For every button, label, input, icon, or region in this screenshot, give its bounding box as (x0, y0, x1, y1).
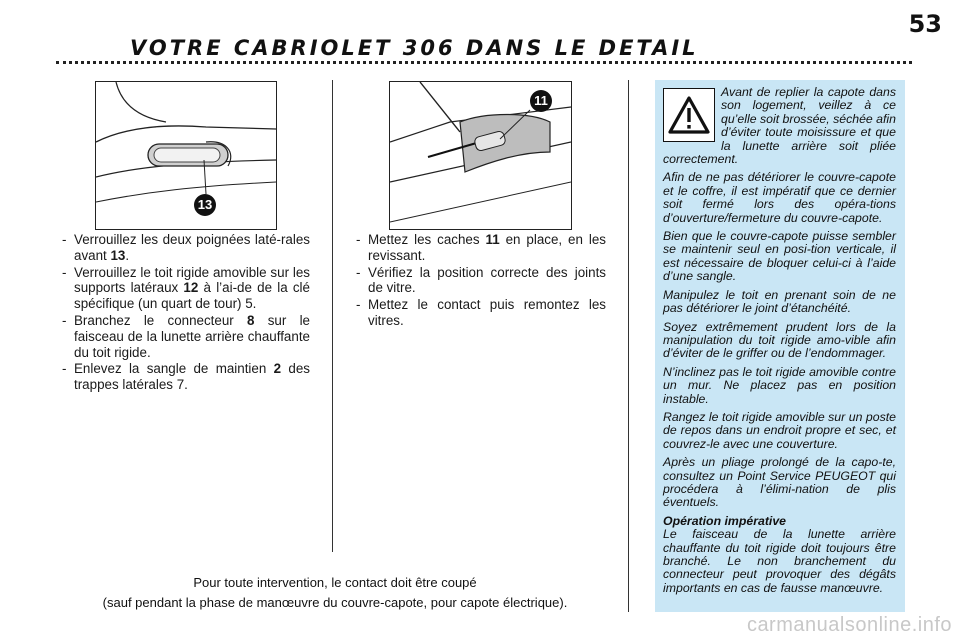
figure-side-handle (95, 81, 277, 230)
mandatory-text: Le faisceau de la lunette arrière chauffante du toit rigide doit toujours être branché. Le non branchement du connecteur peut provoquer des dégâts importants en cas de fausse manœuvre. (663, 527, 896, 595)
list-item: - Enlevez la sangle de maintien 2 des trappes latérales 7. (62, 361, 310, 393)
callout-13: 13 (194, 194, 216, 216)
warning-paragraph: Afin de ne pas détériorer le couvre-capote et le coffre, il est impératif que ce dernier soit fermé lors des opéra-tions d’ouverture/fermeture du couvre-capote. (663, 170, 896, 225)
column-divider-right (628, 80, 629, 612)
list-item: - Verrouillez le toit rigide amovible sur les supports latéraux 12 à l’ai-de de la clé spécifique (un quart de tour) 5. (62, 264, 310, 312)
mandatory-heading: Opération impérative (663, 513, 787, 528)
warning-paragraph: N’inclinez pas le toit rigide amovible contre un mur. Ne placez pas en position instable. (663, 364, 896, 406)
watermark: carmanualsonline.info (746, 614, 952, 636)
footer-line-2: (sauf pendant la phase de manœuvre du couvre-capote, pour capote électrique). (102, 595, 568, 610)
left-instruction-list (58, 232, 310, 394)
warning-triangle-icon (663, 88, 715, 142)
list-item: - Mettez les caches 11 en place, en les revissant. (356, 232, 606, 263)
list-item: - Branchez le connecteur 8 sur le faisceau de la lunette arrière chauffante du toit rigide. (62, 312, 310, 360)
column-divider-left (332, 80, 333, 552)
footer-line-1: Pour toute intervention, le contact doit être coupé (193, 575, 477, 590)
callout-11: 11 (530, 90, 552, 112)
warning-paragraph: Avant de replier la capote dans son logement, veillez à ce qu’elle soit brossée, séchée afin d’éviter toute moisissure et que la lunette arrière soit pliée correctement. (663, 85, 896, 167)
list-item: - Verrouillez les deux poignées laté-rales avant 13. (62, 232, 310, 263)
page-number: 53 (908, 10, 942, 38)
list-item: - Vérifiez la position correcte des joints de vitre. (356, 264, 606, 296)
warning-box (655, 80, 905, 612)
page-title: VOTRE CABRIOLET 306 DANS LE DETAIL (130, 36, 699, 60)
title-divider (56, 61, 912, 64)
warning-paragraph: Rangez le toit rigide amovible sur un poste de repos dans un endroit propre et sec, et couvrez-le avec une couverture. (663, 409, 896, 451)
warning-paragraph: Soyez extrêmement prudent lors de la manipulation du toit rigide amo-vible afin d’éviter de le griffer ou de l’endommager. (663, 319, 896, 361)
warning-paragraph: Après un pliage prolongé de la capo-te, consultez un Point Service PEUGEOT qui procédera à l’élimi-nation de plis éventuels. (663, 455, 896, 510)
warning-paragraph: Bien que le couvre-capote puisse sembler se maintenir seul en posi-tion verticale, il est nécessaire de bloquer celui-ci à l’aide d’une sangle. (663, 229, 896, 284)
footer-note (40, 573, 630, 613)
figure-trim-cover (389, 81, 572, 230)
warning-paragraph: Manipulez le toit en prenant soin de ne pas détériorer le joint d’étanchéité. (663, 287, 896, 316)
middle-instruction-list (352, 232, 606, 330)
list-item: - Mettez le contact puis remontez les vitres. (356, 297, 606, 328)
